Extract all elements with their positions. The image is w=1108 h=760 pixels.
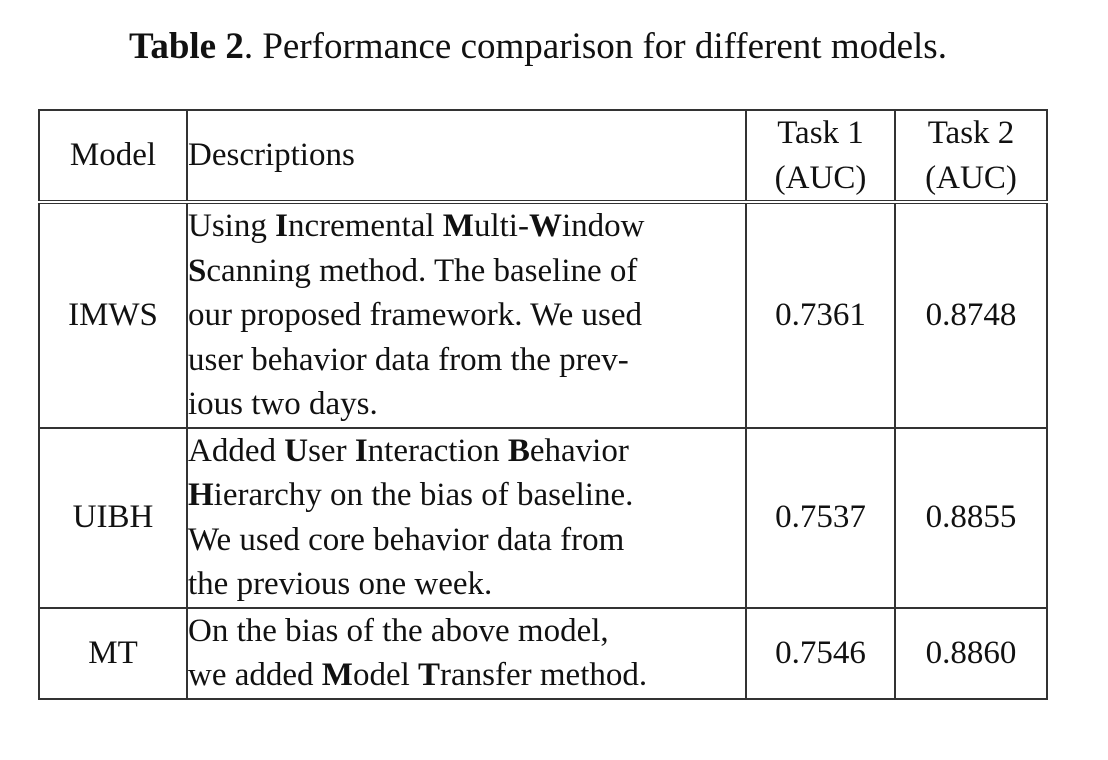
- header-descriptions: Descriptions: [187, 110, 746, 202]
- model-name-cell: MT: [39, 608, 187, 699]
- description-initial: B: [507, 432, 530, 469]
- description-initial: T: [418, 657, 441, 693]
- description-text: indow: [561, 208, 645, 244]
- description-initial: I: [275, 208, 288, 244]
- description-text: On the bias of the above model,: [188, 612, 609, 649]
- table-caption: [0, 24, 1076, 70]
- description-line: [188, 653, 745, 698]
- description-line: [188, 338, 745, 383]
- task1-auc-cell: 0.7537: [746, 428, 895, 608]
- header-row: [39, 110, 1047, 202]
- task2-auc-cell: 0.8860: [895, 608, 1047, 699]
- description-text: odel: [352, 657, 419, 693]
- task1-auc-cell: 0.7546: [746, 608, 895, 699]
- description-cell: [187, 428, 746, 608]
- description-line: [188, 609, 745, 654]
- description-text: we added: [188, 657, 322, 693]
- table-header: [39, 110, 1047, 202]
- header-task2-name: Task 2: [927, 115, 1015, 151]
- task1-auc-cell: 0.7361: [746, 202, 895, 428]
- header-task1-metric: (AUC): [774, 159, 867, 196]
- description-line: [188, 204, 745, 249]
- description-text: canning method. The baseline of: [206, 252, 638, 289]
- description-initial: I: [354, 432, 368, 469]
- description-text: We used core behavior data from: [188, 521, 625, 558]
- model-name-cell: IMWS: [39, 202, 187, 428]
- description-cell: [187, 202, 746, 428]
- description-initial: W: [528, 208, 562, 244]
- description-text: nteraction: [367, 432, 508, 469]
- header-task1-name: Task 1: [777, 115, 864, 151]
- header-task1: [746, 110, 895, 202]
- table-row: [39, 428, 1047, 608]
- description-text: ierarchy on the bias of baseline.: [213, 477, 634, 513]
- description-text: Added: [188, 432, 285, 469]
- description-initial: M: [442, 208, 474, 244]
- table-row: [39, 202, 1047, 428]
- description-initial: U: [284, 432, 309, 469]
- description-text: ransfer method.: [440, 657, 648, 693]
- description-text: our proposed framework. We used: [188, 297, 643, 333]
- description-line: [188, 562, 745, 607]
- description-line: [188, 249, 745, 294]
- description-initial: M: [321, 657, 353, 693]
- task2-auc-cell: 0.8855: [895, 428, 1047, 608]
- description-line: [188, 473, 745, 518]
- description-text: ncremental: [287, 208, 443, 244]
- description-text: ser: [308, 432, 355, 469]
- description-line: [188, 382, 745, 427]
- description-line: [188, 293, 745, 338]
- description-text: ehavior: [529, 432, 629, 469]
- task2-auc-cell: 0.8748: [895, 202, 1047, 428]
- description-text: ulti-: [473, 208, 529, 244]
- description-initial: H: [188, 477, 214, 513]
- description-initial: S: [188, 252, 207, 289]
- table-body: [39, 202, 1047, 699]
- description-cell: [187, 608, 746, 699]
- description-line: [188, 518, 745, 563]
- header-task2: [895, 110, 1047, 202]
- header-model: Model: [39, 110, 187, 202]
- caption-text: . Performance comparison for different models.: [243, 26, 947, 67]
- table-label: Table 2: [129, 26, 244, 67]
- model-name-cell: UIBH: [39, 428, 187, 608]
- results-table: [38, 109, 1048, 700]
- header-task2-metric: (AUC): [925, 159, 1017, 196]
- description-line: [188, 429, 745, 474]
- description-text: ious two days.: [188, 386, 378, 422]
- description-text: Using: [188, 208, 276, 244]
- description-text: the previous one week.: [188, 566, 493, 602]
- table-row: [39, 608, 1047, 699]
- description-text: user behavior data from the prev-: [188, 341, 629, 378]
